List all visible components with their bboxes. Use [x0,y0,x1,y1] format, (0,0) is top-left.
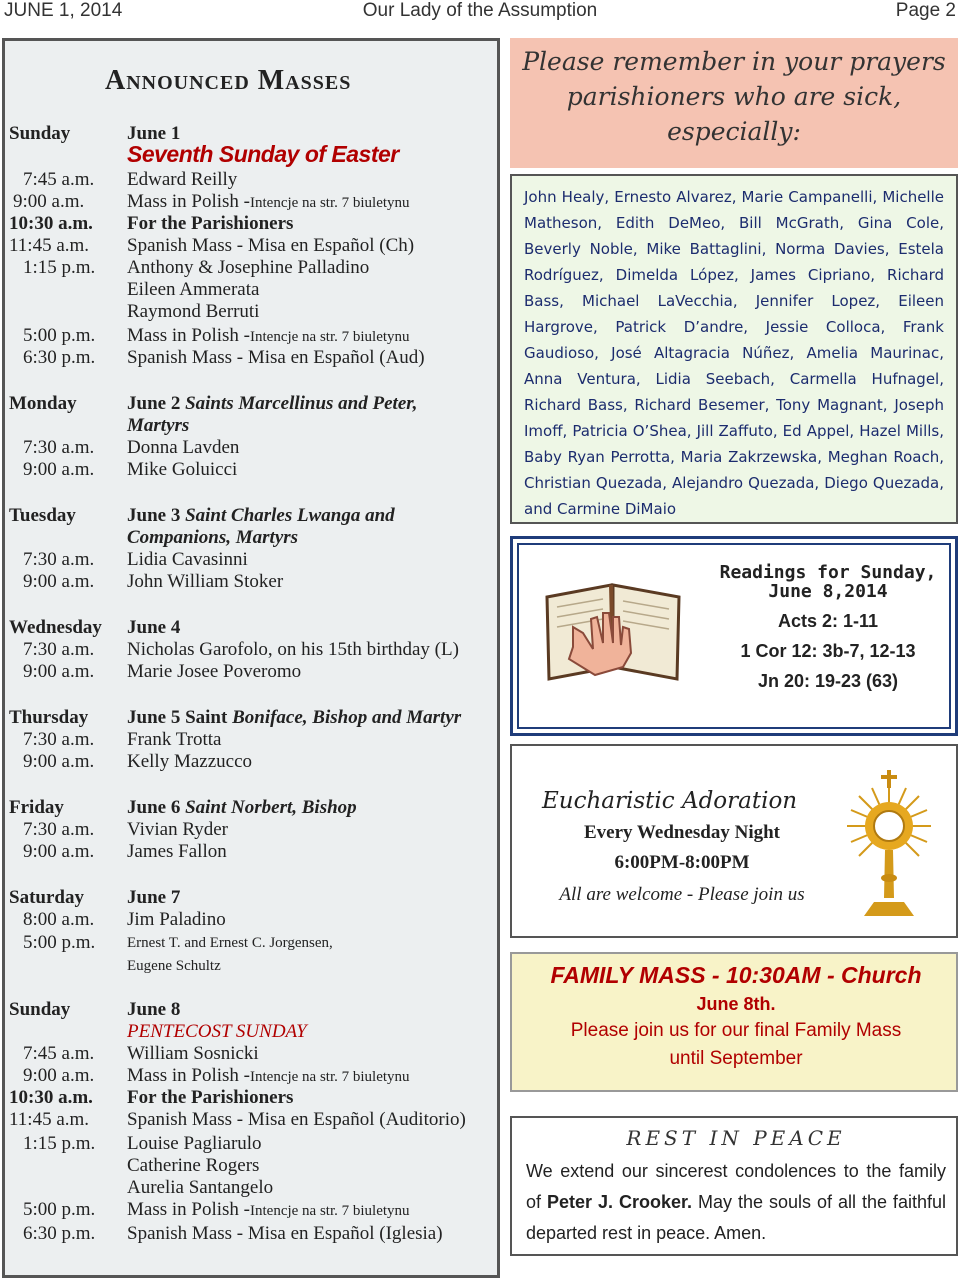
announced-masses-panel: Announced Masses Sunday June 1 Seventh Sunday of Easter 7:45 a.m. Edward Reilly 9:00 a.m. Mass in Polish -Intencje na str. 7 biuletynu 10:30 a.m. For the Parishioners 11:45 a.m. Spanish Mass - Misa en Español (Ch) 1:15 p.m. Anthony & Josephine Palladino Eileen Ammerata Raymond Berruti 5:00 p.m. Mass in Polish -Intencje na str. 7 biuletynu 6:30 p.m. Spanish Mass - Misa en Español (Aud) Monday June 2 Saints Marcellinus and Peter, Martyrs 7:30 a.m. Donna Lavden 9:00 a.m. Mike Goluicci Tuesday June 3 Saint Charles Lwanga and Companions, Martyrs 7:30 a.m. Lidia Cavasinni 9:00 a.m. John William Stoker Wednesday June 4 7:30 a.m. Nicholas Garofolo, on his 15th birthday (L) 9:00 a.m. Marie Josee Poveromo Thursday June 5 Saint Boniface, Bishop and Martyr 7:30 a.m. Frank Trotta 9:00 a.m. Kelly Mazzucco Friday June 6 Saint Norbert, Bishop 7:30 a.m. Vivian Ryder 9:00 a.m. James Fallon Saturday June 7 8:00 a.m. Jim Paladino 5:00 p.m. Ernest T. and Ernest C. Jorgensen, Eugene Schultz Sunday June 8 PENTECOST SUNDAY 7:45 a.m. William Sosnicki 9:00 a.m. Mass in Polish -Intencje na str. 7 biuletynu 10:30 a.m. For the Parishioners 11:45 a.m. Spanish Mass - Misa en Español (Auditorio) 1:15 p.m. Louise Pagliarulo Catherine Rogers Aurelia Santangelo 5:00 p.m. Mass in Polish -Intencje na str. 7 biuletynu 6:30 p.m. Spanish Mass - Misa en Español (Iglesia) [2,38,500,1278]
deceased-name: Peter J. Crooker. [547,1192,693,1212]
reading-gospel: Jn 20: 19-23 (63) [757,671,899,691]
prayer-request-heading: Please remember in your prayers parishioners who are sick, especially: [510,38,958,168]
page-number: Page 2 [895,0,956,21]
readings-title: Readings for Sunday, June 8,2014 [719,562,937,602]
prayer-list [510,174,958,524]
monstrance-icon [834,766,944,922]
family-mass-title: FAMILY MASS - 10:30AM - Church [550,962,922,988]
sunday-readings-box [510,536,958,736]
adoration-time: 6:00PM-8:00PM [614,852,750,873]
family-mass-line1: Please join us for our final Family Mass [570,1020,902,1041]
rest-in-peace-box [510,1116,958,1256]
rest-in-peace-title: REST IN PEACE [626,1126,846,1150]
eucharistic-adoration-box [510,744,958,938]
page-header [0,0,960,26]
bible-hand-icon [539,567,689,683]
feast-name: Seventh Sunday of Easter [127,141,399,167]
feast-name: PENTECOST SUNDAY [127,1021,307,1042]
reading-1: Acts 2: 1-11 [777,611,879,631]
parish-name: Our Lady of the Assumption [362,0,598,21]
issue-date: JUNE 1, 2014 [4,0,123,21]
family-mass-line2: until September [669,1048,803,1069]
condolence-text: We extend our sincerest condolences to the family of Peter J. Crooker. May the souls of all the faithful departed rest in peace. Amen. [526,1161,946,1243]
sick-parishioners-names: John Healy, Ernesto Alvarez, Marie Campanelli, Michelle Matheson, Edith DeMeo, Bill McGrath, Gina Cole, Beverly Noble, Mike Battaglini, Norma Davies, Estela Rodríguez, Dimelda López, James Cipriano, Richard Bass, Michael LaVecchia, Jennifer Lopez, Eileen Hargrove, Patrick D’andre, Jessie Colloca, Frank Gaudioso, José Altagracia Núñez, Amelia Maurinac, Anna Ventura, Lidia Seebach, Carmella Hufnagel, Richard Bass, Richard Besemer, Tony Magnant, Joseph Imoff, Patricia O’Shea, Jill Zaffuto, Ed Appel, Hazel Mills, Baby Ryan Perrotta, Maria Zakrzewska, Meghan Roach, Christian Quezada, Alejandro Quezada, Diego Quezada, and Carmine DiMaio [524,188,944,518]
announced-masses-title: Announced Masses [105,65,352,96]
adoration-day: Every Wednesday Night [583,822,780,843]
adoration-title: Eucharistic Adoration [542,788,798,814]
family-mass-box [510,952,958,1092]
adoration-note: All are welcome - Please join us [559,884,805,905]
family-mass-date: June 8th. [696,994,776,1014]
reading-2: 1 Cor 12: 3b-7, 12-13 [740,641,916,661]
